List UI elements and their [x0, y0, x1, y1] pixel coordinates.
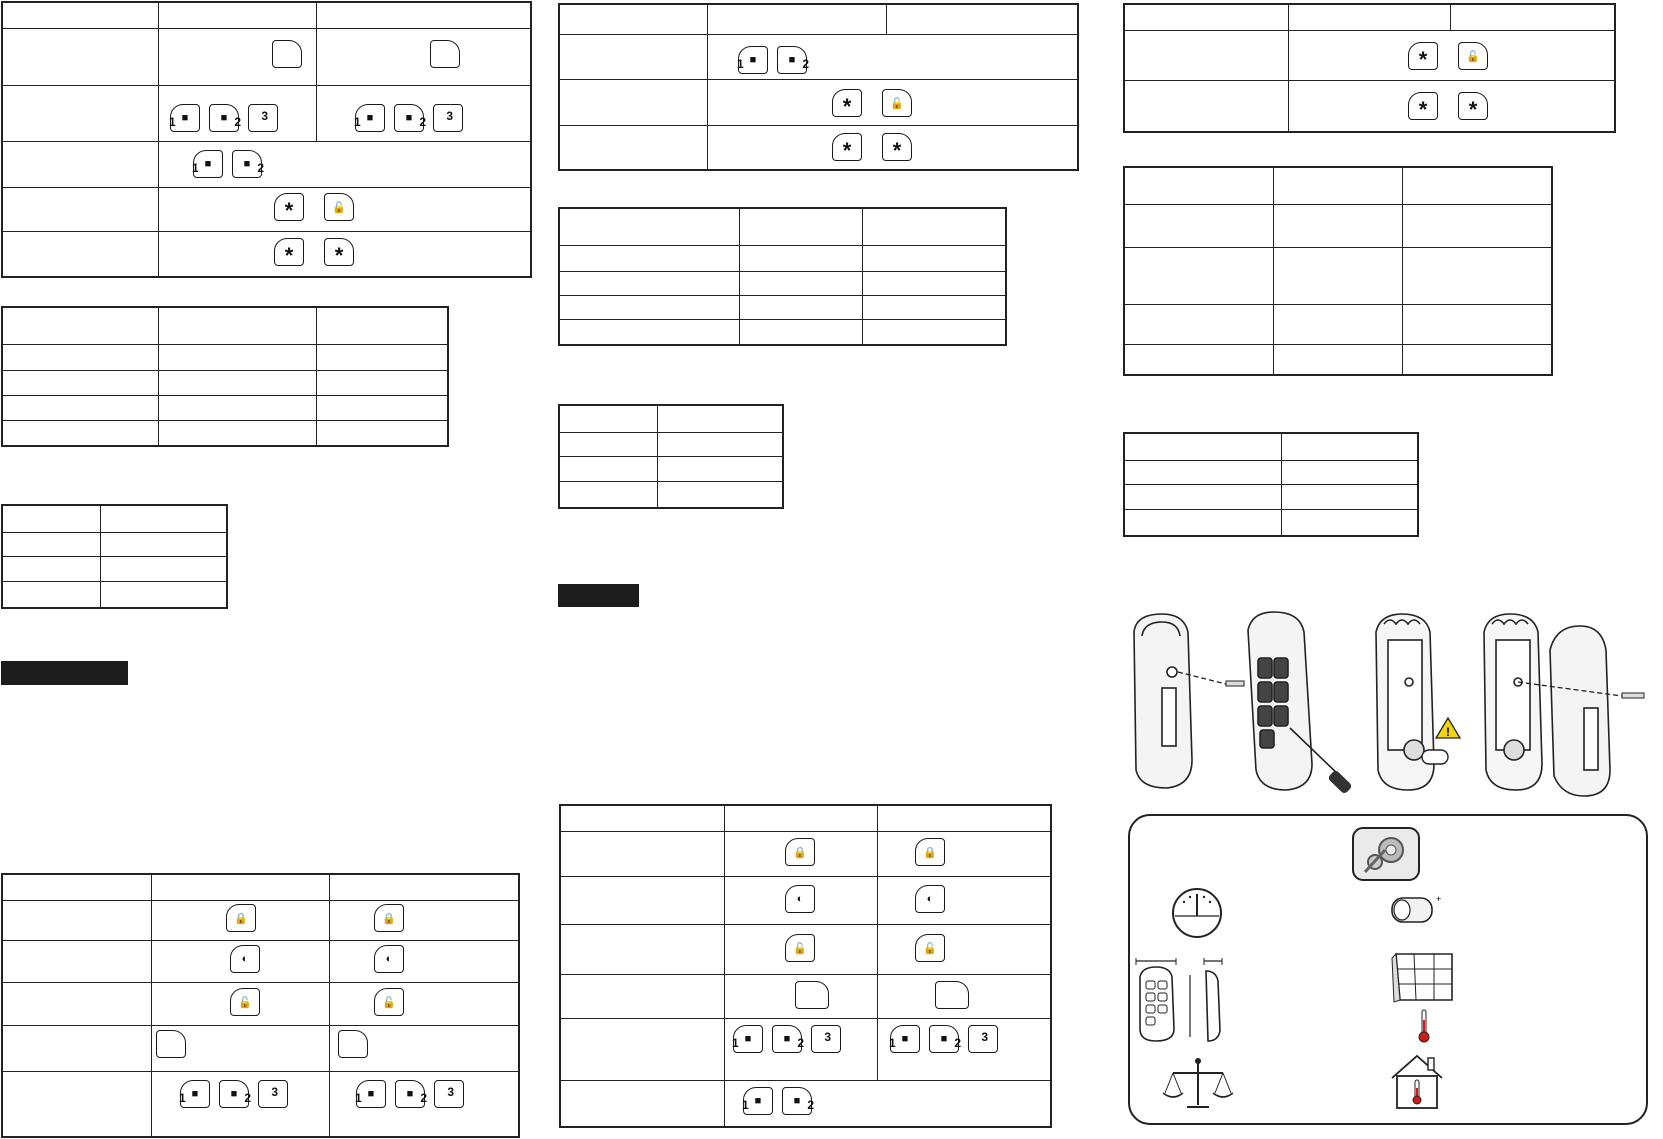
cell	[1402, 304, 1552, 344]
blank-key-icon	[156, 1030, 186, 1058]
person-key-2-icon: ■ 2	[209, 104, 239, 132]
thermometer-icon	[1416, 1008, 1432, 1044]
cell	[2, 556, 100, 581]
cell	[739, 319, 862, 345]
cell	[657, 432, 783, 456]
row-label-cell	[560, 876, 724, 924]
key-cell	[877, 831, 1051, 876]
svg-text:+: +	[1436, 894, 1442, 904]
header-cell	[1450, 4, 1615, 30]
cell	[100, 505, 227, 532]
cell	[2, 581, 100, 608]
star-key-icon: *	[832, 89, 862, 117]
star-unlock-group	[1408, 42, 1488, 70]
cell	[862, 295, 1006, 319]
cell	[559, 295, 739, 319]
star-key-icon: *	[274, 193, 304, 221]
keys-1-2-3-group	[890, 1025, 998, 1053]
row-label-cell	[2, 1025, 151, 1071]
cell	[862, 208, 1006, 245]
cell	[1281, 433, 1418, 460]
col3-spec-table	[1123, 166, 1553, 376]
open-housing-icon	[1484, 614, 1542, 790]
unlock-key-icon: 🔓	[1458, 42, 1488, 70]
cell	[316, 307, 448, 345]
cell	[1402, 247, 1552, 304]
partial-arm-key-icon: ◐	[230, 945, 260, 973]
cell	[1281, 460, 1418, 484]
cell	[316, 371, 448, 395]
keys-1-2-3-group	[170, 104, 278, 132]
star-key-icon: *	[832, 133, 862, 161]
star-key-icon: *	[1408, 92, 1438, 120]
row-label-cell	[2, 900, 151, 940]
key-cell	[877, 876, 1051, 924]
blank-key-icon	[430, 40, 460, 68]
header-cell	[559, 4, 707, 34]
row-label-cell	[560, 974, 724, 1018]
unlock-key-icon: 🔓	[915, 934, 945, 962]
cell	[1273, 167, 1402, 204]
blank-key-group	[935, 981, 969, 1009]
svg-text:!: !	[1446, 725, 1450, 739]
col3-small-table	[1123, 432, 1419, 537]
row-label-cell	[560, 1080, 724, 1127]
person-key-2-icon: ■ 2	[772, 1025, 802, 1053]
row-label-cell	[2, 1071, 151, 1137]
settings-gear-icon	[1351, 826, 1421, 882]
star-key-icon: *	[1408, 42, 1438, 70]
unlock-key-group	[785, 934, 815, 962]
cell	[1124, 433, 1281, 460]
person-key-1-icon: ■ 1	[170, 104, 200, 132]
keys-1-2-3-group	[356, 1080, 464, 1108]
star-star-group	[1408, 92, 1488, 120]
row-label-cell	[2, 982, 151, 1025]
scale-icon	[1163, 1055, 1233, 1111]
person-key-2-icon: ■ 2	[777, 46, 807, 74]
cell	[100, 581, 227, 608]
star-key-icon: *	[1458, 92, 1488, 120]
key-cell	[316, 28, 531, 85]
cell	[739, 245, 862, 271]
cell	[559, 245, 739, 271]
cell	[2, 421, 158, 446]
cell	[2, 371, 158, 395]
key-3-icon: 3	[248, 104, 278, 132]
screw-icon	[1622, 693, 1644, 698]
cell	[739, 208, 862, 245]
row-label-cell	[559, 34, 707, 79]
star-key-icon: *	[324, 238, 354, 266]
section-heading-bar	[1, 661, 128, 685]
person-key-1-icon: ■ 1	[193, 150, 223, 178]
key-3-icon: 3	[433, 104, 463, 132]
solar-panel-icon	[1390, 952, 1456, 1004]
back-cover-icon	[1550, 626, 1610, 796]
device-assembly-illustration	[1122, 610, 1657, 800]
header-cell	[886, 4, 1078, 34]
unlock-key-icon: 🔓	[882, 89, 912, 117]
col1-spec-table	[1, 306, 449, 447]
lock-key-icon: 🔒	[226, 904, 256, 932]
cell	[1402, 167, 1552, 204]
person-key-2-icon: ■ 2	[395, 1080, 425, 1108]
dimensions-icon	[1134, 957, 1226, 1043]
cell	[559, 208, 739, 245]
cell	[2, 345, 158, 371]
cell	[1281, 484, 1418, 509]
cell	[559, 405, 657, 432]
blank-key-group	[156, 1030, 186, 1058]
cell	[862, 319, 1006, 345]
lock-key-group	[226, 904, 256, 932]
battery-coin-icon	[1422, 750, 1448, 764]
house-temperature-icon	[1388, 1052, 1446, 1110]
partial-arm-key-icon: ◐	[785, 885, 815, 913]
cell	[316, 345, 448, 371]
person-key-1-icon: ■ 1	[180, 1080, 210, 1108]
cell	[2, 307, 158, 345]
header-cell	[158, 2, 316, 28]
section-heading-bar	[558, 584, 639, 607]
col2-spec-table	[558, 207, 1007, 346]
key-3-icon: 3	[968, 1025, 998, 1053]
cell	[1124, 460, 1281, 484]
cell	[2, 505, 100, 532]
partial-arm-key-icon: ◐	[915, 885, 945, 913]
cell	[862, 271, 1006, 295]
row-label-cell	[2, 940, 151, 982]
blank-key-icon	[338, 1030, 368, 1058]
star-star-group	[832, 133, 912, 161]
cell	[1402, 344, 1552, 375]
cell	[158, 371, 316, 395]
person-key-2-icon: ■ 2	[929, 1025, 959, 1053]
header-cell	[724, 805, 877, 831]
keys-1-2-group	[193, 150, 262, 178]
remote-front-icon	[1248, 612, 1312, 790]
cell	[158, 307, 316, 345]
row-label-cell	[2, 85, 158, 141]
blank-key-group	[795, 981, 829, 1009]
key-cell	[329, 940, 519, 982]
blank-key-icon	[935, 981, 969, 1009]
keys-1-2-3-group	[355, 104, 463, 132]
person-key-1-icon: ■ 1	[356, 1080, 386, 1108]
key-cell	[329, 900, 519, 940]
row-label-cell	[2, 141, 158, 187]
cell	[1273, 204, 1402, 247]
lock-key-icon: 🔒	[374, 904, 404, 932]
col1-small-table	[1, 504, 228, 609]
star-star-group	[274, 238, 354, 266]
keys-1-2-3-group	[180, 1080, 288, 1108]
cell	[1124, 247, 1273, 304]
row-label-cell	[1124, 80, 1288, 132]
person-key-1-icon: ■ 1	[738, 46, 768, 74]
header-cell	[1288, 4, 1450, 30]
row-label-cell	[2, 28, 158, 85]
lock-key-icon: 🔒	[915, 838, 945, 866]
lock-key-icon: 🔒	[785, 838, 815, 866]
partial-arm-key-icon: ◐	[374, 945, 404, 973]
blank-key-group	[338, 1030, 368, 1058]
cell	[739, 271, 862, 295]
unlock-key-icon: 🔓	[324, 193, 354, 221]
screw-icon	[1226, 681, 1244, 686]
cell	[1281, 509, 1418, 536]
cell	[559, 456, 657, 481]
lock-key-group	[915, 838, 945, 866]
cell	[559, 271, 739, 295]
star-unlock-group	[274, 193, 354, 221]
back-housing-icon	[1134, 614, 1192, 788]
partial-arm-key-group	[374, 945, 404, 973]
key-3-icon: 3	[811, 1025, 841, 1053]
row-label-cell	[1124, 30, 1288, 80]
unlock-key-group	[915, 934, 945, 962]
unlock-key-icon: 🔓	[785, 934, 815, 962]
col2-key-table	[558, 3, 1079, 171]
row-label-cell	[560, 1018, 724, 1080]
key-3-icon: 3	[434, 1080, 464, 1108]
person-key-2-icon: ■ 2	[232, 150, 262, 178]
person-key-2-icon: ■ 2	[219, 1080, 249, 1108]
person-key-2-icon: ■ 2	[394, 104, 424, 132]
cell	[739, 295, 862, 319]
cell	[100, 532, 227, 556]
blank-key-group	[430, 40, 460, 68]
cell	[1124, 484, 1281, 509]
partial-arm-key-group	[915, 885, 945, 913]
row-label-cell	[2, 187, 158, 231]
cell	[1273, 344, 1402, 375]
unlock-key-icon: 🔓	[230, 988, 260, 1016]
row-label-cell	[2, 231, 158, 277]
cell	[1124, 204, 1273, 247]
header-cell	[2, 2, 158, 28]
unlock-key-group	[374, 988, 404, 1016]
header-cell	[560, 805, 724, 831]
cell	[158, 421, 316, 446]
cell	[1124, 509, 1281, 536]
warning-icon	[1436, 718, 1460, 739]
star-key-icon: *	[274, 238, 304, 266]
row-label-cell	[559, 125, 707, 170]
header-cell	[1124, 4, 1288, 30]
cell	[657, 405, 783, 432]
header-cell	[151, 874, 329, 900]
row-label-cell	[560, 924, 724, 974]
col2-small-table	[558, 404, 784, 509]
unlock-key-group	[230, 988, 260, 1016]
cell	[2, 395, 158, 420]
cell	[657, 456, 783, 481]
cell	[1402, 204, 1552, 247]
cell	[316, 395, 448, 420]
lock-key-group	[374, 904, 404, 932]
gauge-icon	[1170, 886, 1224, 940]
lock-key-group	[785, 838, 815, 866]
blank-key-group	[272, 40, 302, 68]
row-label-cell	[560, 831, 724, 876]
unlock-key-icon: 🔓	[374, 988, 404, 1016]
cell	[862, 245, 1006, 271]
partial-arm-key-group	[785, 885, 815, 913]
cell	[559, 432, 657, 456]
header-cell	[316, 2, 531, 28]
person-key-2-icon: ■ 2	[782, 1087, 812, 1115]
partial-arm-key-group	[230, 945, 260, 973]
person-key-1-icon: ■ 1	[743, 1087, 773, 1115]
cell	[158, 395, 316, 420]
keys-1-2-3-group	[733, 1025, 841, 1053]
col3-key-table	[1123, 3, 1616, 133]
blank-key-icon	[795, 981, 829, 1009]
header-cell	[2, 874, 151, 900]
cell	[1124, 344, 1273, 375]
cell	[1273, 304, 1402, 344]
header-cell	[329, 874, 519, 900]
header-cell	[707, 4, 886, 34]
cell	[657, 481, 783, 508]
cell	[1273, 247, 1402, 304]
row-label-cell	[559, 79, 707, 125]
person-key-1-icon: ■ 1	[355, 104, 385, 132]
person-key-1-icon: ■ 1	[890, 1025, 920, 1053]
cell	[2, 532, 100, 556]
keys-1-2-group	[743, 1087, 812, 1115]
cell	[316, 421, 448, 446]
keys-1-2-group	[738, 46, 807, 74]
person-key-1-icon: ■ 1	[733, 1025, 763, 1053]
blank-key-icon	[272, 40, 302, 68]
cell	[559, 319, 739, 345]
cell	[559, 481, 657, 508]
cell	[1124, 304, 1273, 344]
cell	[1124, 167, 1273, 204]
key-cell	[329, 982, 519, 1025]
key-3-icon: 3	[258, 1080, 288, 1108]
star-unlock-group	[832, 89, 912, 117]
key-cell	[877, 924, 1051, 974]
header-cell	[877, 805, 1051, 831]
cell	[100, 556, 227, 581]
star-key-icon: *	[882, 133, 912, 161]
cell	[158, 345, 316, 371]
battery-icon	[1390, 892, 1442, 926]
